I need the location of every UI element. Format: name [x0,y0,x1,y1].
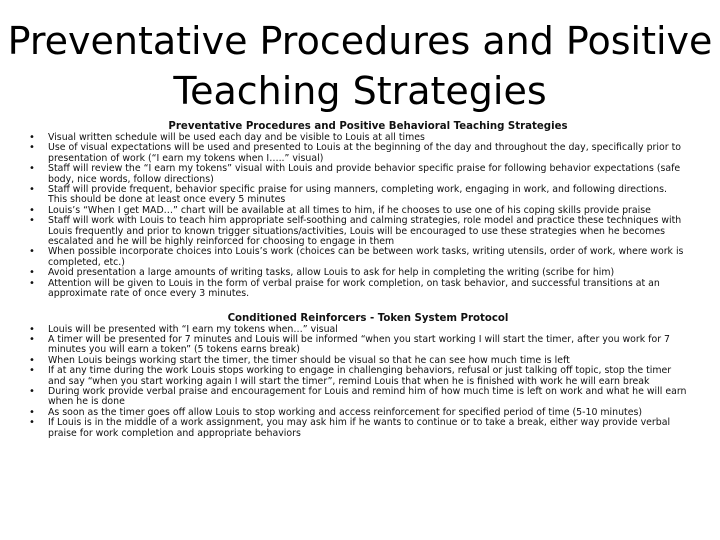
section-heading-strategies: Preventative Procedures and Positive Behavioral Teaching Strategies [168,121,568,132]
list-item: • Staff will review the “I earn my tokens” visual with Louis and provide behavior specific praise for following behavior expectations (safe body, nice words, follow directions) [28,164,688,185]
list-item: • Use of visual expectations will be used and presented to Louis at the beginning of the day and throughout the day, specifically prior to presentation of work (“I earn my tokens when I…..” visual) [28,143,688,164]
list-item: • If at any time during the work Louis stops working to engage in challenging behaviors, refusal or just talking off topic, stop the timer and say “when you start working again I will start the timer”, remind Louis that when he is finished with work he will earn break [28,366,688,387]
slide-title [0,16,720,116]
slide-title-line-2: Teaching Strategies [173,69,547,113]
list-item: • Attention will be given to Louis in the form of verbal praise for work completion, on task behavior, and successful transitions at an approximate rate of once every 3 minutes. [28,279,688,300]
list-item: • Louis’s “When I get MAD…” chart will be available at all times to him, if he chooses to use one of his coping skills provide praise [28,206,688,216]
list-item: • If Louis is in the middle of a work assignment, you may ask him if he wants to continue or to take a break, either way provide verbal praise for work completion and appropriate behaviors [28,418,688,439]
document-image [28,121,688,439]
slide-title-line-1: Preventative Procedures and Positive [7,19,713,63]
list-item: • Visual written schedule will be used each day and be visible to Louis at all times [28,133,688,143]
list-item: • During work provide verbal praise and encouragement for Louis and remind him of how much time is left on work and what he will earn when he is done [28,387,688,408]
list-item: • Avoid presentation a large amounts of writing tasks, allow Louis to ask for help in completing the writing (scribe for him) [28,268,688,278]
list-item: • A timer will be presented for 7 minutes and Louis will be informed “when you start working I will start the timer, after you work for 7 minutes you will earn a token” (5 tokens earns break) [28,335,688,356]
list-item: • Louis will be presented with “I earn my tokens when…” visual [28,325,688,335]
list-item: • As soon as the timer goes off allow Louis to stop working and access reinforcement for specified period of time (5-10 minutes) [28,408,688,418]
list-item: • When possible incorporate choices into Louis’s work (choices can be between work tasks, writing utensils, order of work, where work is completed, etc.) [28,247,688,268]
section-heading-token-system: Conditioned Reinforcers - Token System Protocol [227,312,509,324]
list-item: • Staff will provide frequent, behavior specific praise for using manners, completing work, engaging in work, and following directions. This should be done at least once every 5 minutes [28,185,688,206]
token-system-list [28,325,688,439]
strategies-list [28,133,688,300]
list-item: • Staff will work with Louis to teach him appropriate self-soothing and calming strategies, role model and practice these techniques with Louis frequently and prior to known trigger situations/activities, Louis will be encouraged to use these strategies when he becomes escalated and he will be highly reinforced for choosing to engage in them [28,216,688,247]
list-item: • When Louis beings working start the timer, the timer should be visual so that he can see how much time is left [28,356,688,366]
